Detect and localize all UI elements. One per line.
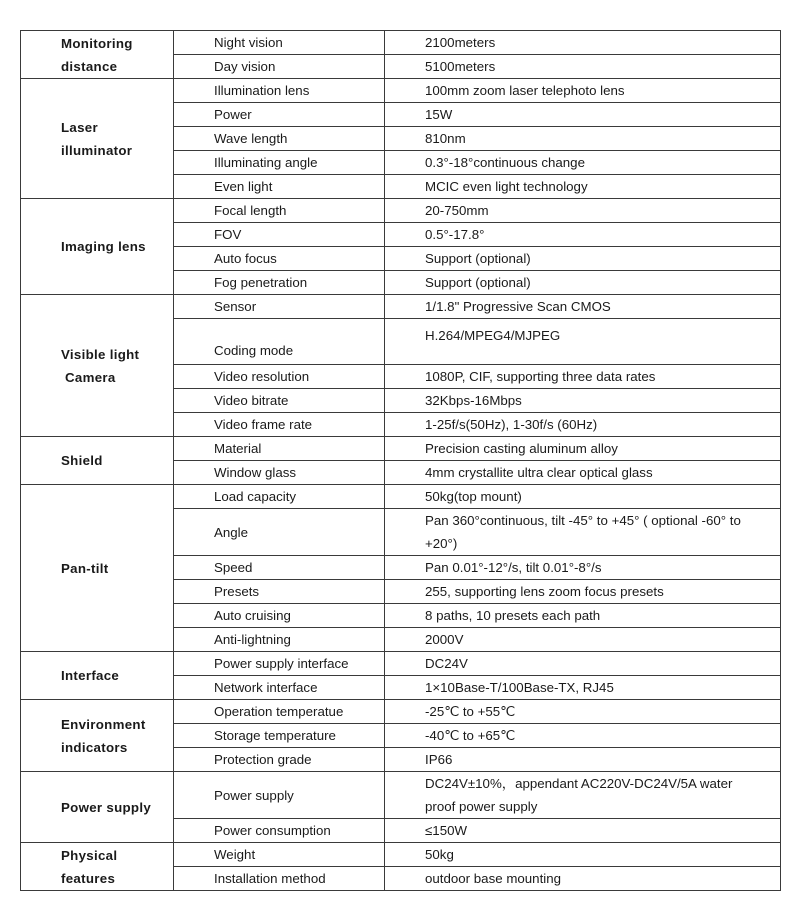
parameter-value: 0.5°-17.8° [385,223,781,247]
category-line: features [61,870,116,886]
category-line: Environment [61,716,146,732]
table-row [21,652,781,676]
parameter-name: Load capacity [174,485,385,509]
parameter-name: Power supply interface [174,652,385,676]
parameter-value: 2100meters [385,31,781,55]
category-line: illuminator [61,142,133,158]
value-line: proof power supply [425,799,538,814]
category-line: Camera [61,369,116,385]
table-row [21,700,781,724]
parameter-value: 1080P, CIF, supporting three data rates [385,365,781,389]
value-line: DC24V±10%，appendant AC220V-DC24V/5A water [425,776,733,791]
category-line: distance [61,58,118,74]
parameter-value: 15W [385,103,781,127]
parameter-name: Illumination lens [174,79,385,103]
table-row [21,199,781,223]
category-line: Shield [61,453,103,468]
parameter-value: 1/1.8" Progressive Scan CMOS [385,295,781,319]
parameter-name: Sensor [174,295,385,319]
parameter-value [385,509,781,556]
category-cell [21,295,174,437]
parameter-value: 1×10Base-T/100Base-TX, RJ45 [385,676,781,700]
parameter-value: 20-750mm [385,199,781,223]
parameter-name: Weight [174,843,385,867]
parameter-name: Auto focus [174,247,385,271]
parameter-value: Pan 0.01°-12°/s, tilt 0.01°-8°/s [385,556,781,580]
parameter-name: Coding mode [174,319,385,365]
parameter-name: FOV [174,223,385,247]
parameter-value: 5100meters [385,55,781,79]
table-row [21,31,781,55]
category-cell [21,31,174,79]
parameter-name: Video resolution [174,365,385,389]
parameter-name: Installation method [174,867,385,891]
parameter-value: 2000V [385,628,781,652]
category-cell [21,843,174,891]
parameter-value: -40℃ to +65℃ [385,724,781,748]
spec-table [20,30,781,891]
table-row [21,485,781,509]
table-row [21,772,781,819]
category-line: Monitoring [61,35,133,51]
parameter-value: MCIC even light technology [385,175,781,199]
parameter-name: Network interface [174,676,385,700]
category-cell [21,437,174,485]
parameter-value: Precision casting aluminum alloy [385,437,781,461]
parameter-name: Night vision [174,31,385,55]
category-cell [21,652,174,700]
parameter-value: Support (optional) [385,271,781,295]
parameter-value: 50kg(top mount) [385,485,781,509]
parameter-value: 0.3°-18°continuous change [385,151,781,175]
category-cell [21,772,174,843]
category-line: Imaging lens [61,239,146,254]
parameter-value: 4mm crystallite ultra clear optical glass [385,461,781,485]
parameter-name: Speed [174,556,385,580]
category-line: Physical [61,847,118,863]
category-line: Power supply [61,799,152,815]
parameter-value: H.264/MPEG4/MJPEG [385,319,781,365]
parameter-name: Window glass [174,461,385,485]
parameter-name: Video bitrate [174,389,385,413]
parameter-value: 32Kbps-16Mbps [385,389,781,413]
parameter-value: ≤150W [385,819,781,843]
table-row [21,79,781,103]
parameter-name: Auto cruising [174,604,385,628]
parameter-name: Material [174,437,385,461]
parameter-value [385,772,781,819]
parameter-value: DC24V [385,652,781,676]
category-line: Laser [61,119,98,135]
parameter-name: Power supply [174,772,385,819]
value-line: +20°) [425,536,458,551]
parameter-name: Focal length [174,199,385,223]
parameter-name: Even light [174,175,385,199]
parameter-name: Storage temperature [174,724,385,748]
parameter-value: IP66 [385,748,781,772]
table-row [21,437,781,461]
parameter-name: Protection grade [174,748,385,772]
parameter-value: 810nm [385,127,781,151]
parameter-value: 100mm zoom laser telephoto lens [385,79,781,103]
category-line: Pan-tilt [61,560,109,576]
category-cell [21,700,174,772]
parameter-name: Power [174,103,385,127]
category-cell [21,485,174,652]
parameter-value: 8 paths, 10 presets each path [385,604,781,628]
parameter-name: Angle [174,509,385,556]
table-row [21,843,781,867]
spec-table-body [21,31,781,891]
parameter-name: Day vision [174,55,385,79]
parameter-name: Anti-lightning [174,628,385,652]
parameter-name: Operation temperatue [174,700,385,724]
parameter-value: 255, supporting lens zoom focus presets [385,580,781,604]
parameter-name: Illuminating angle [174,151,385,175]
parameter-name: Fog penetration [174,271,385,295]
category-line: Visible light [61,346,140,362]
parameter-value: Support (optional) [385,247,781,271]
value-line: Pan 360°continuous, tilt -45° to +45° ( optional -60° to [425,513,741,528]
parameter-value: outdoor base mounting [385,867,781,891]
category-cell [21,199,174,295]
category-cell [21,79,174,199]
parameter-value: 50kg [385,843,781,867]
parameter-name: Wave length [174,127,385,151]
parameter-value: -25℃ to +55℃ [385,700,781,724]
category-line: Interface [61,668,120,683]
category-line: indicators [61,739,128,755]
parameter-name: Video frame rate [174,413,385,437]
parameter-name: Power consumption [174,819,385,843]
table-row [21,295,781,319]
parameter-name: Presets [174,580,385,604]
parameter-value: 1-25f/s(50Hz), 1-30f/s (60Hz) [385,413,781,437]
